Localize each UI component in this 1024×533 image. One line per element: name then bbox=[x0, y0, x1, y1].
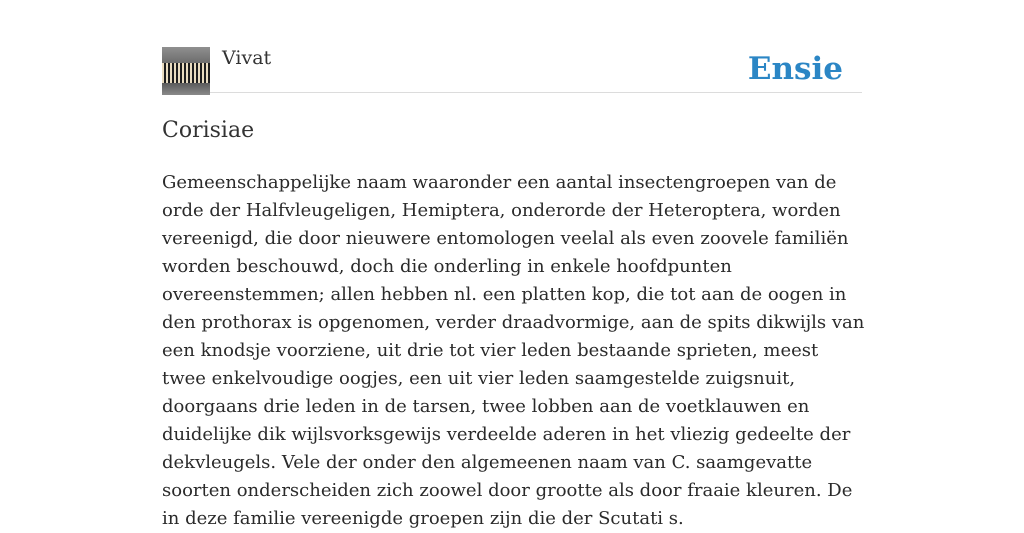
site-name[interactable]: Vivat bbox=[222, 47, 272, 69]
article-title: Corisiae bbox=[162, 118, 255, 143]
article-body: Gemeenschappelijke naam waaronder een aantal insectengroepen van de orde der Halfvleugeligen, Hemiptera, onderorde der Heteroptera, worden vereenigd, die door nieuwere entomologen veelal als even zoovele familiën worden beschouwd, doch die onderling in enkele hoofdpunten overeenstemmen; allen hebben nl. een platten kop, die tot aan de oogen in den prothorax is opgenomen, verder draadvormige, aan de spits dikwijls van een knodsje voorziene, uit drie tot vier leden bestaande sprieten, meest twee enkelvoudige oogjes, een uit vier leden saamgestelde zuigsnuit, doorgaans drie leden in de tarsen, twee lobben aan de voetklauwen en duidelijke dik wijlsvorksgewijs verdeelde aderen in het vliezig gedeelte der dekvleugels. Vele der onder den algemeenen naam van C. saamgevatte soorten onderscheiden zich zoowel door grootte als door fraaie kleuren. De in deze familie vereenigde groepen zijn die der Scutati s. bbox=[162, 172, 865, 529]
avatar-sky bbox=[162, 47, 210, 63]
avatar[interactable] bbox=[162, 47, 210, 95]
avatar-bookshelf bbox=[162, 63, 210, 83]
avatar-floor bbox=[162, 83, 210, 95]
ensie-logo[interactable]: Ensie bbox=[747, 51, 843, 87]
header bbox=[162, 46, 862, 93]
